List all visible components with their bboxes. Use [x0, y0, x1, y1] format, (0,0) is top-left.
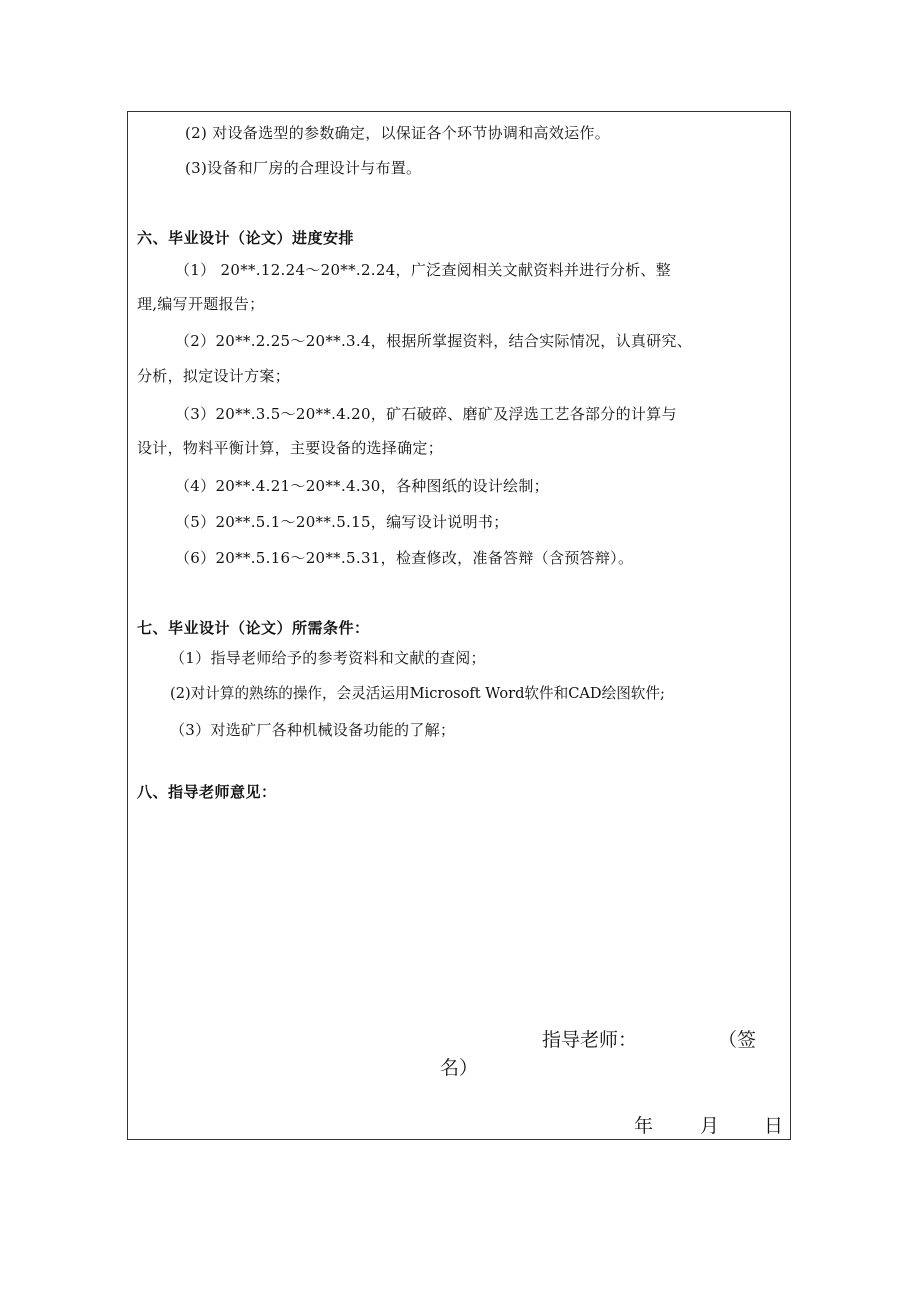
advisor-label: 指导老师： [542, 1029, 638, 1051]
schedule-line-3: （3）20**.3.5～20**.4.20，矿石破碎、磨矿及浮选工艺各部分的计算与 [175, 405, 677, 423]
schedule-line-5: （5）20**.5.1～20**.5.15，编写设计说明书； [175, 513, 509, 531]
schedule-line-1: （1） 20**.12.24～20**.2.24，广泛查阅相关文献资料并进行分析、整 [175, 261, 671, 279]
date-day: 日 [764, 1115, 784, 1137]
section8-heading: 八、指导老师意见： [137, 783, 277, 801]
date-year: 年 [634, 1115, 654, 1137]
schedule-line-4: （4）20**.4.21～20**.4.30，各种图纸的设计绘制； [175, 477, 549, 495]
condition-line-1: （1）指导老师给予的参考资料和文献的查阅； [170, 649, 486, 667]
schedule-line-2: （2）20**.2.25～20**.3.4，根据所掌握资料，结合实际情况，认真研究、 [175, 332, 693, 350]
schedule-line-2-cont: 分析，拟定设计方案； [137, 367, 291, 385]
section5-item-2: (2) 对设备选型的参数确定，以保证各个环节协调和高效运作。 [185, 124, 611, 142]
section5-item-3: (3)设备和厂房的合理设计与布置。 [185, 159, 422, 177]
schedule-line-1-cont: 理,编写开题报告； [137, 295, 265, 313]
date-month: 月 [700, 1115, 720, 1137]
condition-line-2: (2)对计算的熟练的操作，会灵活运用Microsoft Word软件和CAD绘图软件; [170, 685, 665, 702]
section6-heading: 六、毕业设计（论文）进度安排 [137, 229, 355, 247]
section7-heading: 七、毕业设计（论文）所需条件： [137, 619, 370, 637]
schedule-line-3-cont: 设计，物料平衡计算，主要设备的选择确定； [137, 439, 444, 457]
sign-open: （签 [718, 1029, 757, 1051]
schedule-line-6: （6）20**.5.16～20**.5.31，检查修改，准备答辩（含预答辩）。 [175, 549, 634, 567]
sign-close: 名） [440, 1057, 479, 1079]
condition-line-3: （3）对选矿厂各种机械设备功能的了解； [170, 721, 456, 739]
